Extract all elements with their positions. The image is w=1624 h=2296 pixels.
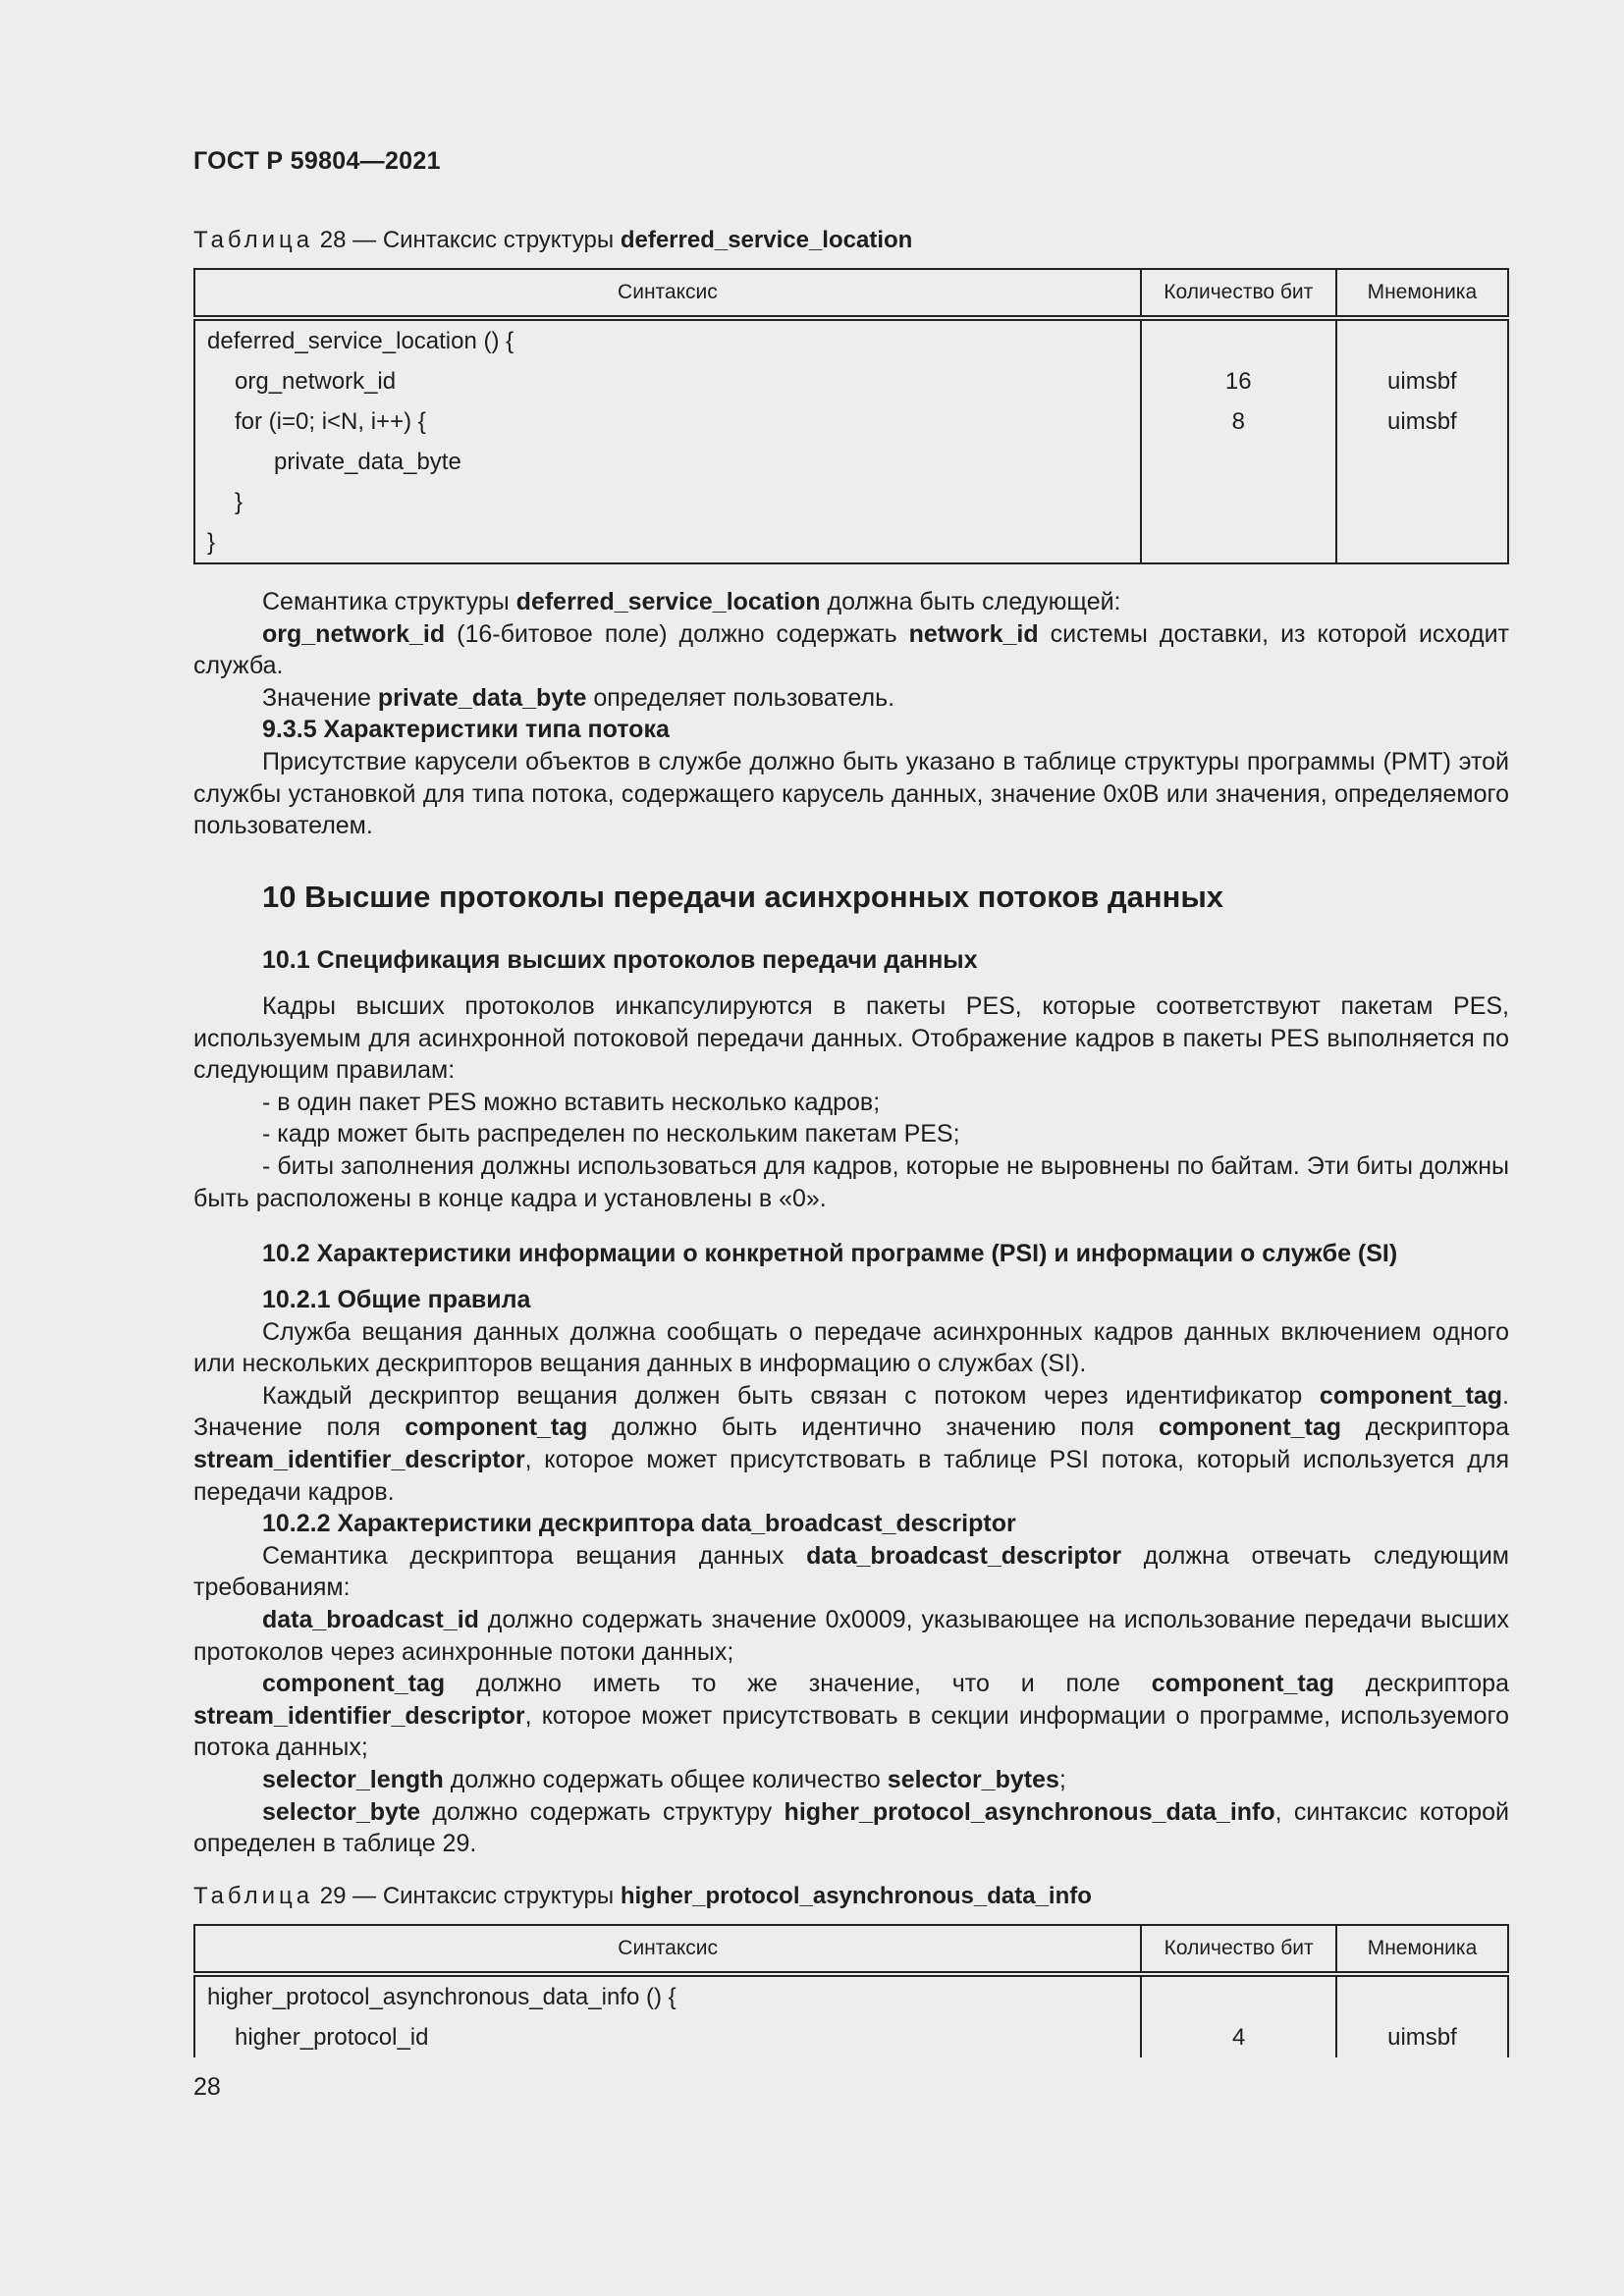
mnemonic-value [1337,1977,1507,2017]
text-run: Семантика структуры [262,588,516,615]
mnemonic-cell [1336,1974,1508,2057]
bits-value [1142,321,1335,361]
term: stream_identifier_descriptor [193,1445,525,1473]
text-run: должна быть следующей: [820,588,1121,615]
table-row [194,318,1508,563]
column-header-syntax: Синтаксис [194,269,1141,318]
syntax-cell [194,1974,1141,2057]
text-run: должно быть идентично значению поля [587,1414,1159,1442]
text-run: дескриптора [1341,1414,1509,1442]
mnemonic-value [1337,482,1507,522]
term: data_broadcast_descriptor [806,1541,1122,1570]
mnemonic-value [1337,321,1507,361]
text-run: должно содержать структуру [420,1797,785,1826]
paragraph: Служба вещания данных должна сообщать о передаче асинхронных кадров данных включением одного или нескольких дескрипторов вещания данных в информацию о службах (SI). [193,1317,1509,1378]
table-29-caption [193,1883,1092,1910]
column-header-syntax: Синтаксис [194,1925,1141,1974]
term: selector_bytes [887,1765,1059,1793]
mnemonic-value: uimsbf [1387,368,1457,395]
column-header-mnemonic: Мнемоника [1336,1925,1508,1974]
paragraph: Присутствие карусели объектов в службе должно быть указано в таблице структуры программы (PMT) этой службы установкой для типа потока, содержащего карусель данных, значение 0x0B или значения, определяемого пользователем. [193,747,1509,840]
paragraph [193,1540,1509,1604]
text-run: (16-битовое поле) должно содержать [445,619,909,648]
term: org_network_id [262,619,446,648]
semantics-section [193,586,1509,842]
paragraph [193,1764,1509,1796]
paragraph [193,1796,1509,1860]
table-28-caption [193,227,912,254]
section-10 [193,881,1509,914]
text-run: Значение [262,683,378,712]
paragraph [193,1604,1509,1668]
caption-struct: deferred_service_location [620,227,913,253]
table-28 [193,268,1509,564]
bits-value [1142,522,1335,562]
text-run: , синтаксис которой определен в таблице 29. [193,1797,1509,1858]
term: component_tag [1319,1381,1503,1410]
term: component_tag [262,1670,446,1698]
text-run: системы доставки, из которой исходит служба. [193,619,1509,680]
term: component_tag [1151,1670,1334,1698]
text-run: должно содержать значение 0x0009, указывающее на использование передачи высших протоколов через асинхронные потоки данных; [193,1605,1509,1666]
caption-text: 29 — Синтаксис структуры [319,1883,621,1909]
syntax-line: } [235,489,244,515]
syntax-line: higher_protocol_id [235,2024,429,2051]
term: network_id [908,619,1039,648]
heading-10-2-1: 10.2.1 Общие правила [262,1286,531,1313]
caption-word: Таблица [193,227,314,253]
document-header: ГОСТ Р 59804—2021 [193,147,441,175]
text-run: дескриптора [1333,1670,1509,1698]
heading-10-1: 10.1 Спецификация высших протоколов передачи данных [262,946,978,974]
syntax-line: } [207,529,216,556]
table-29 [193,1924,1509,2057]
term: component_tag [1158,1414,1342,1442]
text-run: должна отвечать следующим требованиям: [193,1541,1509,1602]
list-item: - в один пакет PES можно вставить несколько кадров; [262,1088,881,1116]
paragraph [193,1380,1509,1508]
bits-cell [1141,1974,1336,2057]
section-10-1 [193,944,1509,977]
text-run: , которое может присутствовать в таблице PSI потока, который используется для передачи кадров. [193,1445,1509,1506]
term: higher_protocol_asynchronous_data_info [784,1797,1275,1826]
syntax-line: deferred_service_location () { [207,328,514,354]
term: stream_identifier_descriptor [193,1701,525,1730]
page-number: 28 [193,2073,221,2101]
bits-value: 8 [1231,408,1245,435]
syntax-line: higher_protocol_asynchronous_data_info () { [207,1984,677,2010]
caption-struct: higher_protocol_asynchronous_data_info [620,1883,1092,1909]
term: deferred_service_location [515,588,821,615]
text-run: Семантика дескриптора вещания данных [262,1541,807,1570]
syntax-line: for (i=0; i<N, i++) { [235,408,426,435]
paragraph: Кадры высших протоколов инкапсулируются в пакеты PES, которые соответствуют пакетам PES, используемым для асинхронной потоковой передачи данных. Отображение кадров в пакеты PES выполняется по следующим правилам: [193,992,1509,1085]
mnemonic-value [1337,522,1507,562]
bits-cell [1141,318,1336,563]
bits-value: 4 [1231,2024,1246,2051]
heading-10: 10 Высшие протоколы передачи асинхронных потоков данных [262,880,1224,914]
section-10-2 [193,1238,1509,1270]
syntax-cell [194,318,1141,563]
bits-value [1142,442,1335,482]
list-item: - биты заполнения должны использоваться для кадров, которые не выровнены по байтам. Эти биты должны быть расположены в конце кадра и установлены в «0». [193,1151,1509,1212]
column-header-bits: Количество бит [1141,269,1336,318]
text-run: определяет пользователь. [586,683,895,712]
heading-10-2-2: 10.2.2 Характеристики дескриптора data_broadcast_descriptor [262,1510,1016,1538]
heading-9-3-5: 9.3.5 Характеристики типа потока [262,716,670,744]
bits-value [1142,482,1335,522]
paragraph [193,618,1509,682]
mnemonic-cell [1336,318,1508,563]
caption-text: 28 — Синтаксис структуры [319,227,621,253]
paragraph [193,1668,1509,1764]
term: selector_length [262,1765,444,1793]
text-run: Каждый дескриптор вещания должен быть связан с потоком через идентификатор [262,1381,1320,1410]
paragraph [193,586,1509,618]
text-run: должно иметь то же значение, что и поле [445,1670,1152,1698]
text-run: . Значение поля [193,1381,1509,1442]
bits-value [1142,1977,1335,2017]
mnemonic-value: uimsbf [1387,2024,1457,2051]
term: data_broadcast_id [262,1605,479,1633]
term: selector_byte [262,1797,421,1826]
mnemonic-value: uimsbf [1387,408,1457,435]
list-item: - кадр может быть распределен по нескольким пакетам PES; [262,1120,960,1148]
text-run: ; [1058,1765,1066,1793]
section-10-1-body [193,990,1509,1214]
text-run: , которое может присутствовать в секции информации о программе, используемого потока данных; [193,1701,1509,1762]
term: component_tag [405,1414,588,1442]
mnemonic-value [1337,442,1507,482]
column-header-mnemonic: Мнемоника [1336,269,1508,318]
bits-value: 16 [1224,368,1252,395]
syntax-line: org_network_id [235,368,397,395]
section-10-2-body [193,1284,1509,1860]
paragraph [193,682,1509,715]
caption-word: Таблица [193,1883,314,1909]
heading-10-2: 10.2 Характеристики информации о конкретной программе (PSI) и информации о службе (SI) [262,1240,1398,1267]
syntax-line: private_data_byte [274,449,461,475]
table-row [194,1974,1508,2057]
text-run: должно содержать общее количество [443,1765,888,1793]
column-header-bits: Количество бит [1141,1925,1336,1974]
term: private_data_byte [377,683,587,712]
